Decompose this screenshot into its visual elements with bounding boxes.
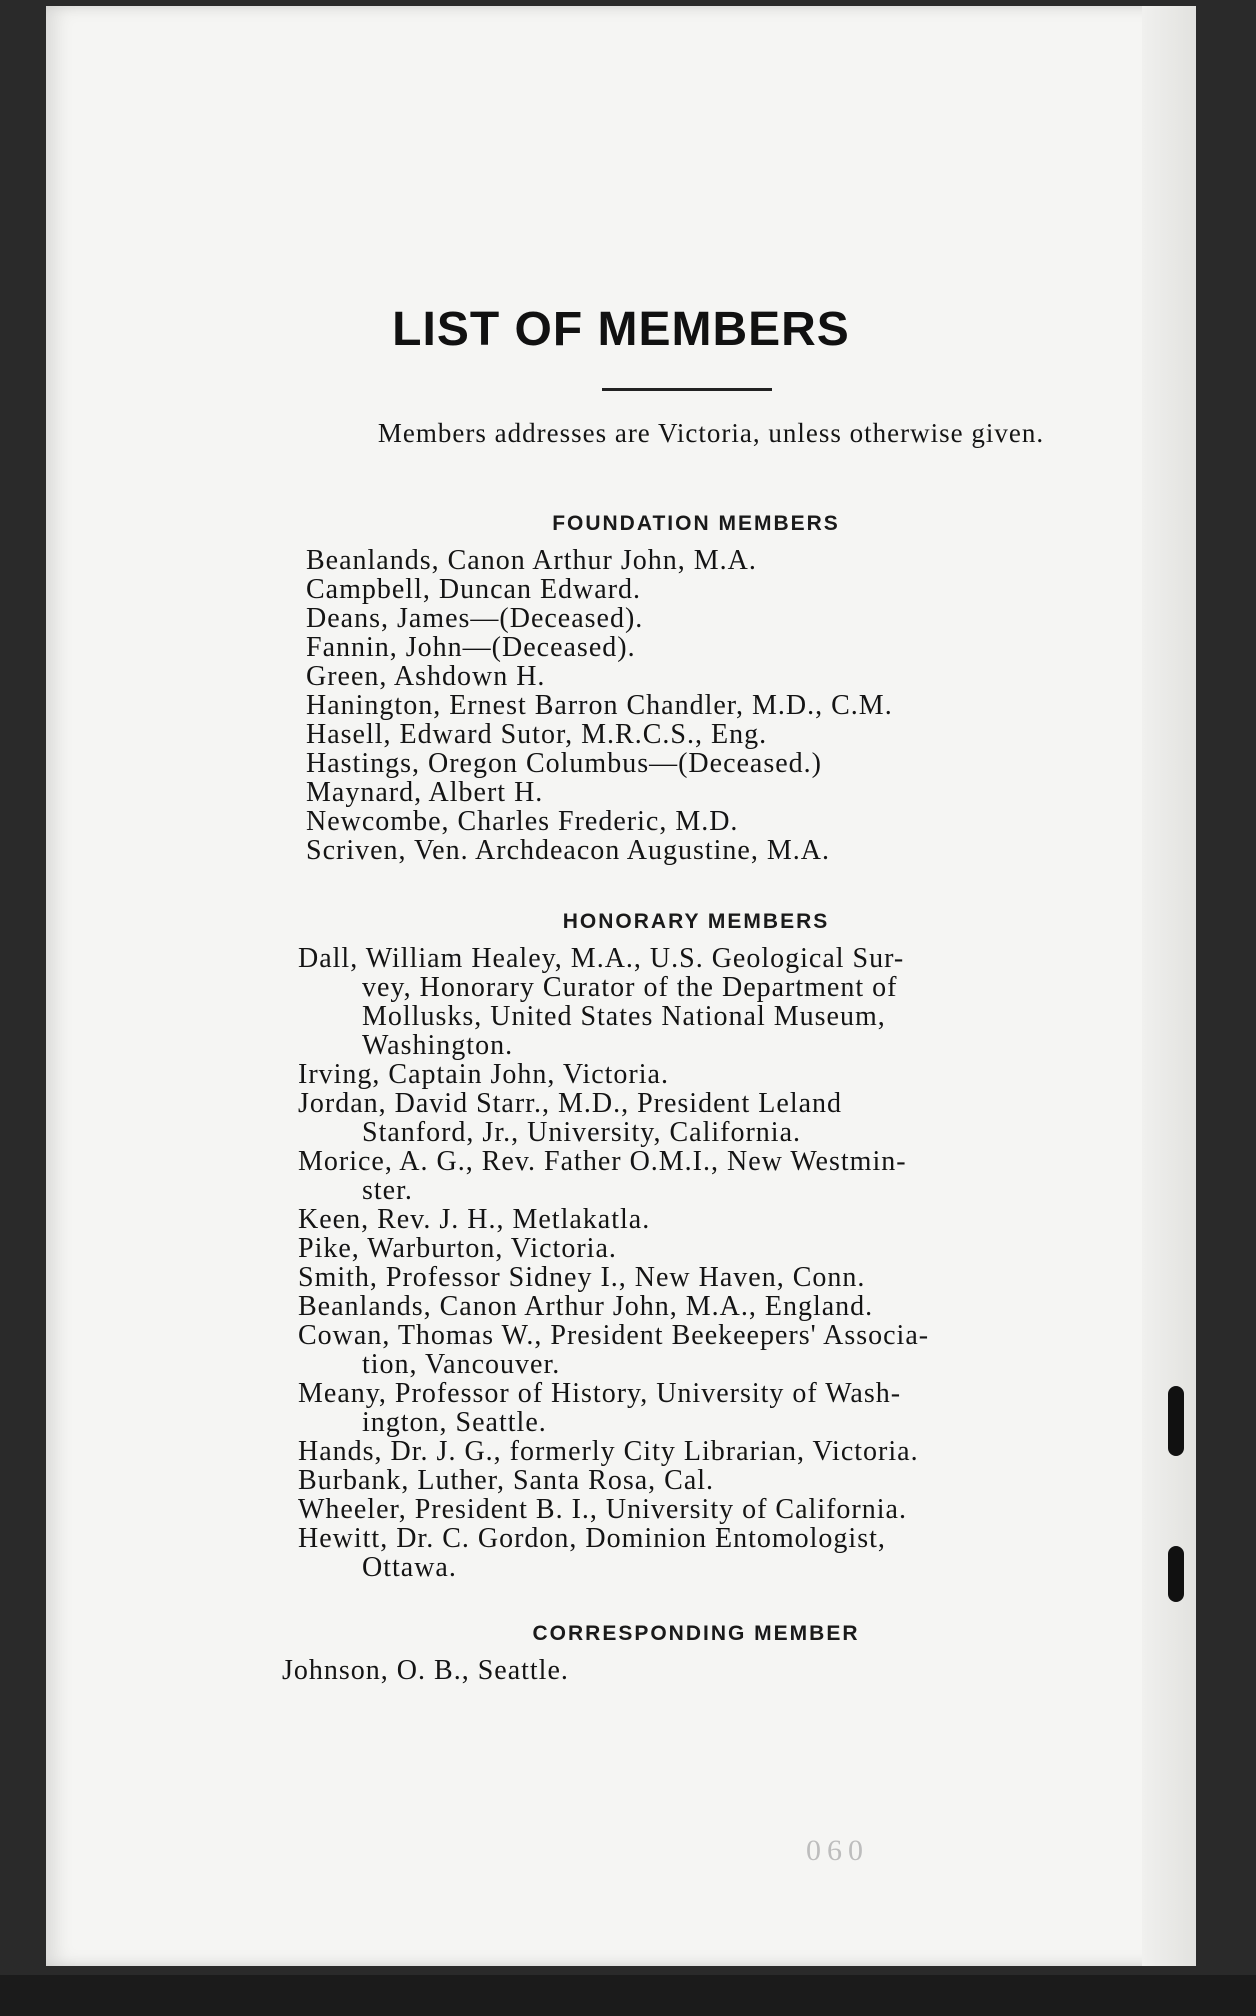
foundation-members-list [306,546,1126,865]
member-text: Fannin, John—(Deceased). [306,632,636,663]
member-text: Wheeler, President B. I., University of California. [298,1494,907,1525]
member-text-continuation: tion, Vancouver. [362,1349,561,1380]
member-entry [306,720,1126,749]
page-title: LIST OF MEMBERS [392,303,850,356]
member-text: Pike, Warburton, Victoria. [298,1233,617,1264]
member-entry [306,633,1126,662]
corresponding-members-list [282,1656,1132,1685]
member-entry [298,1205,1148,1234]
member-entry [306,749,1126,778]
member-text: Cowan, Thomas W., President Beekeepers' Associa- [298,1320,930,1351]
member-text: Hastings, Oregon Columbus—(Deceased.) [306,748,823,779]
member-text-continuation: Stanford, Jr., University, California. [362,1117,802,1148]
member-text: Hanington, Ernest Barron Chandler, M.D., C.M. [306,690,893,721]
honorary-members-list [298,944,1148,1582]
binding-hole [1168,1386,1184,1456]
member-text: Beanlands, Canon Arthur John, M.A. [306,545,757,576]
member-text: Hands, Dr. J. G., formerly City Librarian, Victoria. [298,1436,919,1467]
member-entry [306,691,1126,720]
member-entry [306,546,1126,575]
foundation-heading: FOUNDATION MEMBERS [552,512,840,535]
member-text: Meany, Professor of History, University of Wash- [298,1378,902,1409]
member-entry [298,1379,1148,1437]
member-entry [298,1234,1148,1263]
member-entry [306,575,1126,604]
member-text-continuation: Ottawa. [362,1552,457,1583]
member-entry [306,807,1126,836]
member-text: Burbank, Luther, Santa Rosa, Cal. [298,1465,715,1496]
member-text: Scriven, Ven. Archdeacon Augustine, M.A. [306,835,830,866]
member-text-continuation: vey, Honorary Curator of the Department of [362,972,898,1003]
member-text-continuation: Washington. [362,1030,514,1061]
member-entry [298,1321,1148,1379]
member-entry [306,604,1126,633]
member-entry [306,836,1126,865]
member-entry [306,662,1126,691]
member-entry [298,1263,1148,1292]
member-text: Smith, Professor Sidney I., New Haven, Conn. [298,1262,866,1293]
member-text: Maynard, Albert H. [306,777,544,808]
member-text: Johnson, O. B., Seattle. [282,1655,569,1686]
member-text: Hasell, Edward Sutor, M.R.C.S., Eng. [306,719,768,750]
member-entry [298,944,1148,1060]
member-text: Deans, James—(Deceased). [306,603,644,634]
address-note: Members addresses are Victoria, unless otherwise given. [377,418,1045,448]
corresponding-heading: CORRESPONDING MEMBER [532,1622,860,1645]
member-text: Jordan, David Starr., M.D., President Leland [298,1088,843,1119]
member-entry [282,1656,1132,1685]
member-text-continuation: ster. [362,1175,413,1206]
member-text: Dall, William Healey, M.A., U.S. Geological Sur- [298,943,905,974]
member-entry [298,1466,1148,1495]
binding-hole [1168,1546,1184,1602]
scan-border [0,1975,1256,2016]
faded-stamp: 060 [806,1834,869,1867]
member-text: Beanlands, Canon Arthur John, M.A., England. [298,1291,874,1322]
member-entry [298,1060,1148,1089]
member-text-continuation: Mollusks, United States National Museum, [362,1001,886,1032]
member-entry [306,778,1126,807]
member-entry [298,1524,1148,1582]
member-entry [298,1495,1148,1524]
title-divider [602,388,772,391]
member-entry [298,1089,1148,1147]
binding-gutter [1142,6,1196,1966]
member-text: Irving, Captain John, Victoria. [298,1059,669,1090]
member-text: Newcombe, Charles Frederic, M.D. [306,806,739,837]
member-entry [298,1147,1148,1205]
member-text: Hewitt, Dr. C. Gordon, Dominion Entomologist, [298,1523,886,1554]
member-text: Morice, A. G., Rev. Father O.M.I., New Westmin- [298,1146,907,1177]
member-text: Campbell, Duncan Edward. [306,574,642,605]
member-text-continuation: ington, Seattle. [362,1407,547,1438]
member-text: Green, Ashdown H. [306,661,546,692]
honorary-heading: HONORARY MEMBERS [562,910,830,933]
member-text: Keen, Rev. J. H., Metlakatla. [298,1204,651,1235]
member-entry [298,1292,1148,1321]
member-entry [298,1437,1148,1466]
document-page [46,6,1196,1966]
